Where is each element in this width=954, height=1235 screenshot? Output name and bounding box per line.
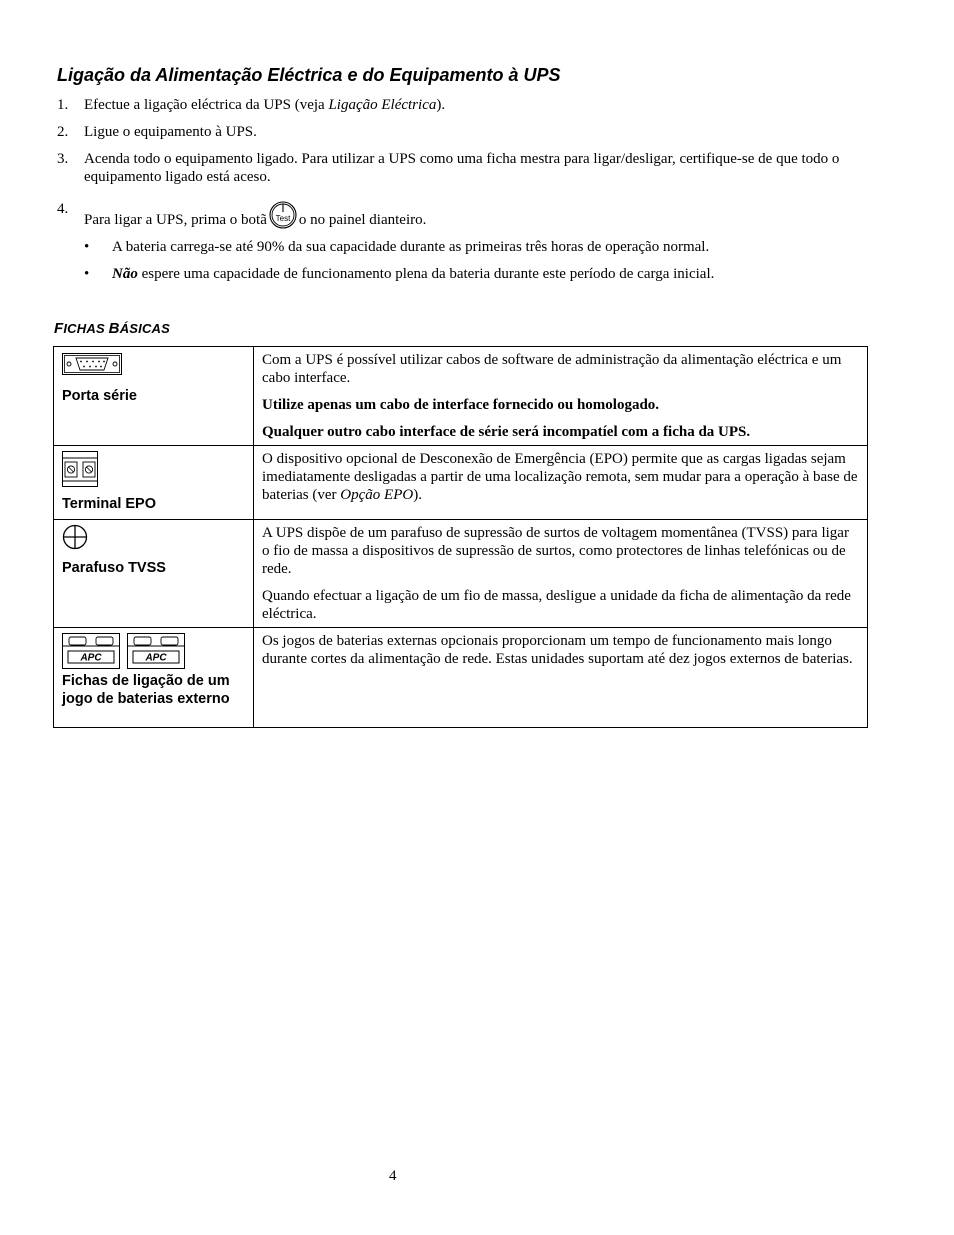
step-number: 1.: [57, 97, 69, 113]
plug-label: Fichas de ligação de um jogo de baterias externo: [62, 673, 230, 707]
plug-description: [254, 446, 868, 520]
list-item: [84, 238, 862, 256]
description-text: Quando efectuar a ligação de um fio de massa, desligue a unidade da ficha de alimentação da rede eléctrica.: [262, 588, 851, 622]
cross-reference: Ligação Eléctrica: [328, 97, 437, 113]
plug-description: [254, 628, 868, 728]
table-row: [54, 347, 868, 446]
description-text: A UPS dispõe de um parafuso de supressão de surtos de voltagem momentânea (TVSS) para ligar o fio de massa a dispositivos de supressão de surtos, como protectores de linhas telefónicas ou de rede.: [262, 525, 849, 577]
step-text: Efectue a ligação eléctrica da UPS (veja: [84, 97, 329, 113]
section-heading: FICHAS BÁSICAS: [54, 320, 171, 337]
svg-text:APC: APC: [145, 652, 167, 664]
step-number: 4.: [57, 201, 69, 217]
plug-cell: [54, 446, 254, 520]
battery-connector-icon: [62, 633, 246, 669]
plug-label: Porta série: [62, 388, 137, 404]
warning-text: Qualquer outro cabo interface de série será incompatíel com a ficha da UPS.: [262, 424, 751, 440]
step-number: 3.: [57, 151, 69, 167]
table-row: [54, 520, 868, 628]
table-row: [54, 628, 868, 728]
description-text: Os jogos de baterias externas opcionais proporcionam um tempo de funcionamento mais longo durante cortes da alimentação de rede. Estas unidades suportam até dez jogos externos de baterias.: [262, 633, 853, 667]
list-item: [57, 96, 862, 114]
bullet-text: espere uma capacidade de funcionamento plena da bateria durante este período de carga inicial.: [137, 266, 715, 282]
bullet-text: A bateria carrega-se até 90% da sua capacidade durante as primeiras três horas de operação normal.: [112, 239, 710, 255]
plug-cell: [54, 520, 254, 628]
warning-text: Utilize apenas um cabo de interface fornecido ou homologado.: [262, 397, 660, 413]
bullet-dot: •: [84, 239, 90, 255]
cross-reference: Opção EPO: [340, 487, 414, 503]
emphasis: Não: [112, 266, 138, 282]
step-number: 2.: [57, 124, 69, 140]
battery-connector-icon: [127, 633, 185, 669]
battery-connector-icon: [62, 633, 120, 669]
plug-description: [254, 347, 868, 446]
steps-list: [57, 96, 862, 292]
description-text: O dispositivo opcional de Desconexão de Emergência (EPO) permite que as cargas ligadas sejam imediatamente desligadas a partir de uma localização remota, sem mudar para a operação à base de baterias (ver Opção EPO).: [262, 451, 858, 503]
step-text: o no painel dianteiro.: [298, 212, 427, 228]
list-item: [57, 150, 862, 186]
epo-terminal-icon: [62, 451, 246, 487]
plug-description: [254, 520, 868, 628]
bullet-list: [84, 238, 862, 283]
table-row: [54, 446, 868, 520]
plug-label: Parafuso TVSS: [62, 560, 166, 576]
svg-text:APC: APC: [80, 652, 102, 664]
plug-cell: [54, 347, 254, 446]
step-text: Acenda todo o equipamento ligado. Para utilizar a UPS como uma ficha mestra para ligar/desligar, certifique-se de que todo o equipamento ligado está aceso.: [84, 151, 840, 185]
step-text: ).: [436, 97, 446, 113]
list-item: [57, 123, 862, 141]
description-text: Com a UPS é possível utilizar cabos de software de administração da alimentação eléctrica e um cabo interface.: [262, 352, 842, 386]
plug-cell: [54, 628, 254, 728]
plug-label: Terminal EPO: [62, 496, 157, 512]
page-title: Ligação da Alimentação Eléctrica e do Equipamento à UPS: [57, 65, 561, 85]
tvss-screw-icon: [62, 524, 246, 550]
bullet-dot: •: [84, 266, 90, 282]
list-item: [84, 265, 862, 283]
page-number: 4: [389, 1168, 397, 1184]
list-item: [57, 200, 862, 283]
test-icon-label: Test: [275, 214, 291, 223]
serial-port-icon: [62, 353, 246, 375]
power-test-button-icon: [268, 200, 298, 230]
step-text: Ligue o equipamento à UPS.: [84, 124, 257, 140]
step-text: Para ligar a UPS, prima o botã: [84, 212, 267, 228]
basic-plugs-table: [53, 346, 868, 728]
